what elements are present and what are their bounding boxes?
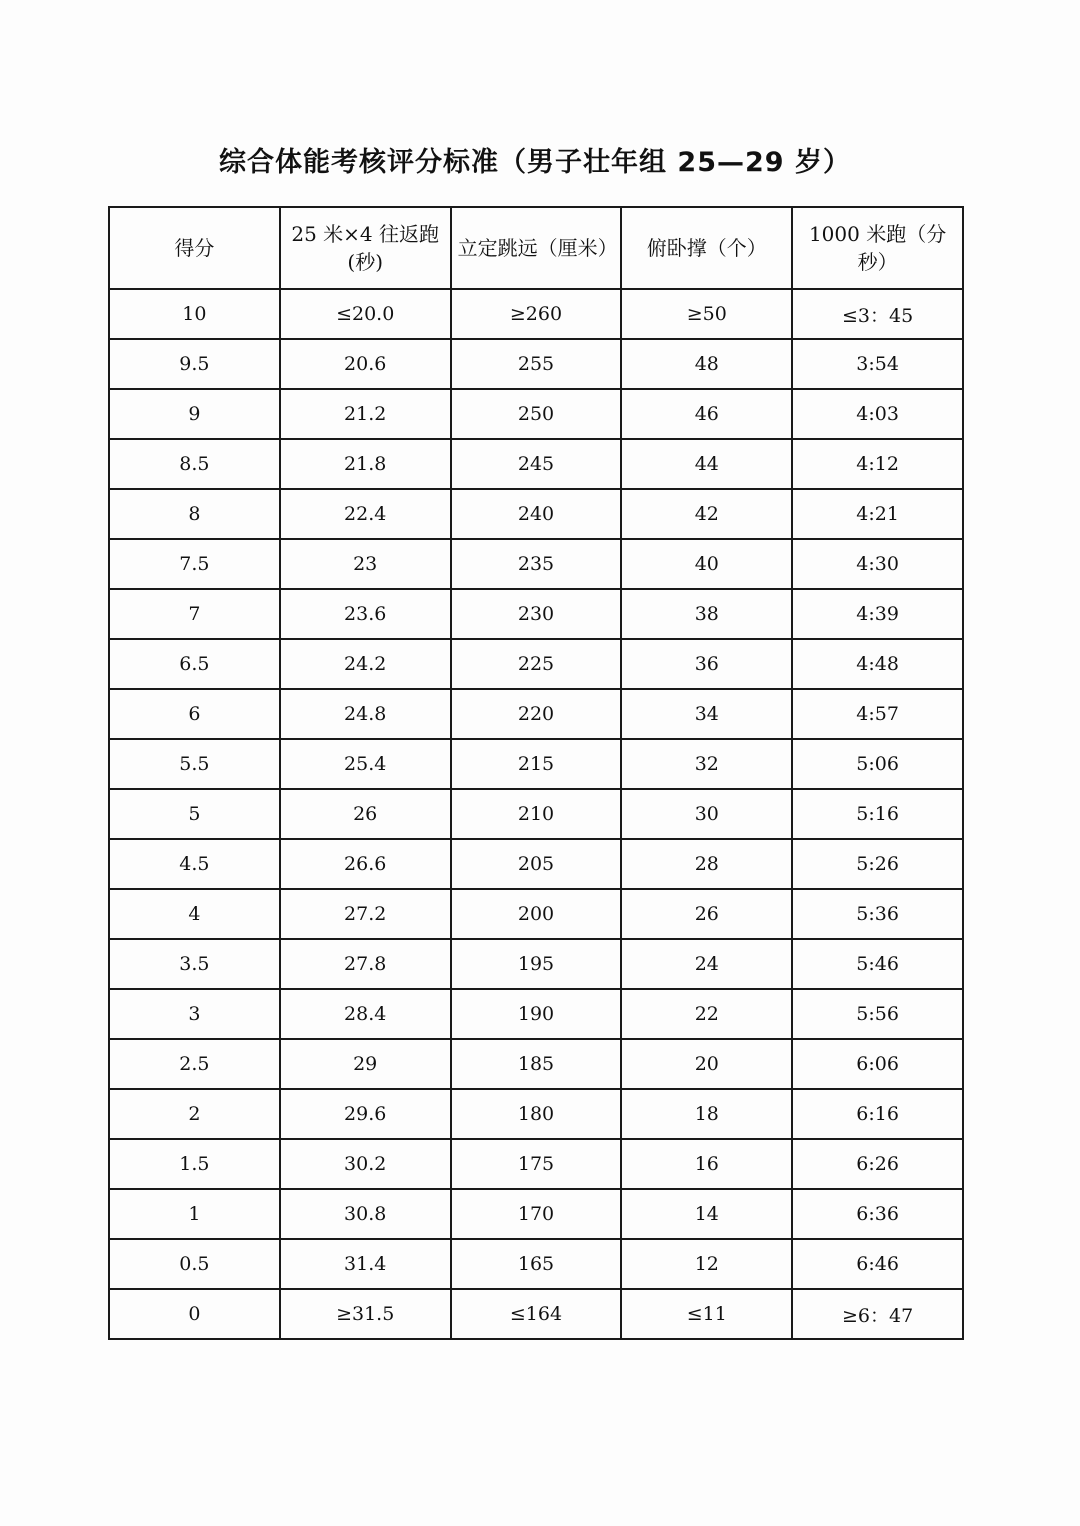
- cell-score: 4.5: [109, 839, 280, 889]
- cell-push-ups: 46: [621, 389, 792, 439]
- cell-shuttle-run: 29: [280, 1039, 451, 1089]
- cell-standing-long-jump: 175: [451, 1139, 622, 1189]
- cell-shuttle-run: 20.6: [280, 339, 451, 389]
- cell-push-ups: ≥50: [621, 289, 792, 339]
- table-row: [109, 589, 963, 639]
- table-row: [109, 489, 963, 539]
- table-row: [109, 289, 963, 339]
- cell-standing-long-jump: 230: [451, 589, 622, 639]
- table-row: [109, 989, 963, 1039]
- cell-score: 1: [109, 1189, 280, 1239]
- cell-shuttle-run: 22.4: [280, 489, 451, 539]
- cell-shuttle-run: 28.4: [280, 989, 451, 1039]
- cell-shuttle-run: 24.2: [280, 639, 451, 689]
- cell-score: 2.5: [109, 1039, 280, 1089]
- cell-1000m-run: 4:12: [792, 439, 963, 489]
- cell-standing-long-jump: 210: [451, 789, 622, 839]
- table-row: [109, 389, 963, 439]
- cell-standing-long-jump: 165: [451, 1239, 622, 1289]
- header-row: [109, 207, 963, 289]
- cell-push-ups: ≤11: [621, 1289, 792, 1339]
- table-row: [109, 1139, 963, 1189]
- cell-push-ups: 40: [621, 539, 792, 589]
- cell-standing-long-jump: 250: [451, 389, 622, 439]
- header-push-ups: 俯卧撑（个）: [621, 207, 792, 289]
- cell-1000m-run: 3:54: [792, 339, 963, 389]
- cell-standing-long-jump: 225: [451, 639, 622, 689]
- cell-standing-long-jump: 190: [451, 989, 622, 1039]
- table-row: [109, 539, 963, 589]
- cell-score: 2: [109, 1089, 280, 1139]
- cell-standing-long-jump: 215: [451, 739, 622, 789]
- cell-1000m-run: 5:06: [792, 739, 963, 789]
- document-title: 综合体能考核评分标准（男子壮年组 25—29 岁）: [219, 147, 851, 178]
- cell-score: 0.5: [109, 1239, 280, 1289]
- header-1000m-run: 1000 米跑（分秒）: [792, 207, 963, 289]
- cell-standing-long-jump: ≥260: [451, 289, 622, 339]
- table-row: [109, 1039, 963, 1089]
- cell-standing-long-jump: 220: [451, 689, 622, 739]
- cell-push-ups: 20: [621, 1039, 792, 1089]
- cell-shuttle-run: ≥31.5: [280, 1289, 451, 1339]
- table-row: [109, 439, 963, 489]
- cell-score: 9: [109, 389, 280, 439]
- cell-score: 4: [109, 889, 280, 939]
- cell-push-ups: 14: [621, 1189, 792, 1239]
- table-row: [109, 689, 963, 739]
- cell-1000m-run: 5:56: [792, 989, 963, 1039]
- table-row: [109, 1189, 963, 1239]
- cell-push-ups: 30: [621, 789, 792, 839]
- cell-push-ups: 26: [621, 889, 792, 939]
- cell-1000m-run: 4:39: [792, 589, 963, 639]
- table-row: [109, 1089, 963, 1139]
- cell-push-ups: 42: [621, 489, 792, 539]
- table-row: [109, 339, 963, 389]
- cell-1000m-run: 5:26: [792, 839, 963, 889]
- cell-shuttle-run: 31.4: [280, 1239, 451, 1289]
- header-shuttle-run: 25 米×4 往返跑(秒): [280, 207, 451, 289]
- cell-standing-long-jump: 200: [451, 889, 622, 939]
- cell-standing-long-jump: 240: [451, 489, 622, 539]
- cell-push-ups: 28: [621, 839, 792, 889]
- cell-push-ups: 36: [621, 639, 792, 689]
- cell-1000m-run: 5:36: [792, 889, 963, 939]
- cell-shuttle-run: 21.8: [280, 439, 451, 489]
- cell-score: 7: [109, 589, 280, 639]
- cell-push-ups: 22: [621, 989, 792, 1039]
- cell-shuttle-run: ≤20.0: [280, 289, 451, 339]
- cell-score: 0: [109, 1289, 280, 1339]
- cell-1000m-run: 5:46: [792, 939, 963, 989]
- cell-1000m-run: 6:46: [792, 1239, 963, 1289]
- cell-standing-long-jump: 180: [451, 1089, 622, 1139]
- cell-1000m-run: 5:16: [792, 789, 963, 839]
- cell-shuttle-run: 26: [280, 789, 451, 839]
- cell-standing-long-jump: 205: [451, 839, 622, 889]
- cell-shuttle-run: 27.2: [280, 889, 451, 939]
- cell-score: 8.5: [109, 439, 280, 489]
- cell-score: 9.5: [109, 339, 280, 389]
- table-row: [109, 789, 963, 839]
- cell-shuttle-run: 23: [280, 539, 451, 589]
- cell-1000m-run: 6:26: [792, 1139, 963, 1189]
- cell-push-ups: 32: [621, 739, 792, 789]
- table-row: [109, 1289, 963, 1339]
- cell-push-ups: 24: [621, 939, 792, 989]
- cell-score: 5: [109, 789, 280, 839]
- cell-shuttle-run: 21.2: [280, 389, 451, 439]
- cell-shuttle-run: 27.8: [280, 939, 451, 989]
- cell-push-ups: 18: [621, 1089, 792, 1139]
- cell-shuttle-run: 23.6: [280, 589, 451, 639]
- cell-1000m-run: ≥6：47: [792, 1289, 963, 1339]
- cell-push-ups: 38: [621, 589, 792, 639]
- cell-1000m-run: 4:57: [792, 689, 963, 739]
- cell-standing-long-jump: 195: [451, 939, 622, 989]
- cell-1000m-run: ≤3：45: [792, 289, 963, 339]
- cell-score: 8: [109, 489, 280, 539]
- cell-standing-long-jump: ≤164: [451, 1289, 622, 1339]
- header-score: 得分: [109, 207, 280, 289]
- table-row: [109, 1239, 963, 1289]
- cell-score: 3.5: [109, 939, 280, 989]
- cell-push-ups: 34: [621, 689, 792, 739]
- cell-1000m-run: 4:21: [792, 489, 963, 539]
- cell-standing-long-jump: 170: [451, 1189, 622, 1239]
- cell-1000m-run: 4:30: [792, 539, 963, 589]
- cell-standing-long-jump: 255: [451, 339, 622, 389]
- cell-score: 7.5: [109, 539, 280, 589]
- cell-standing-long-jump: 245: [451, 439, 622, 489]
- table-row: [109, 939, 963, 989]
- cell-push-ups: 44: [621, 439, 792, 489]
- cell-score: 10: [109, 289, 280, 339]
- header-standing-long-jump: 立定跳远（厘米）: [451, 207, 622, 289]
- cell-push-ups: 48: [621, 339, 792, 389]
- table-row: [109, 639, 963, 689]
- cell-1000m-run: 6:06: [792, 1039, 963, 1089]
- cell-1000m-run: 6:16: [792, 1089, 963, 1139]
- cell-push-ups: 16: [621, 1139, 792, 1189]
- table-row: [109, 739, 963, 789]
- cell-score: 5.5: [109, 739, 280, 789]
- cell-shuttle-run: 30.2: [280, 1139, 451, 1189]
- cell-push-ups: 12: [621, 1239, 792, 1289]
- cell-shuttle-run: 26.6: [280, 839, 451, 889]
- cell-1000m-run: 4:03: [792, 389, 963, 439]
- table-row: [109, 839, 963, 889]
- cell-score: 1.5: [109, 1139, 280, 1189]
- cell-standing-long-jump: 185: [451, 1039, 622, 1089]
- cell-score: 3: [109, 989, 280, 1039]
- cell-shuttle-run: 29.6: [280, 1089, 451, 1139]
- cell-shuttle-run: 25.4: [280, 739, 451, 789]
- score-table-body: [109, 289, 963, 1339]
- table-row: [109, 889, 963, 939]
- cell-score: 6.5: [109, 639, 280, 689]
- cell-1000m-run: 4:48: [792, 639, 963, 689]
- cell-shuttle-run: 30.8: [280, 1189, 451, 1239]
- cell-score: 6: [109, 689, 280, 739]
- score-table: [108, 206, 964, 1340]
- cell-1000m-run: 6:36: [792, 1189, 963, 1239]
- cell-standing-long-jump: 235: [451, 539, 622, 589]
- cell-shuttle-run: 24.8: [280, 689, 451, 739]
